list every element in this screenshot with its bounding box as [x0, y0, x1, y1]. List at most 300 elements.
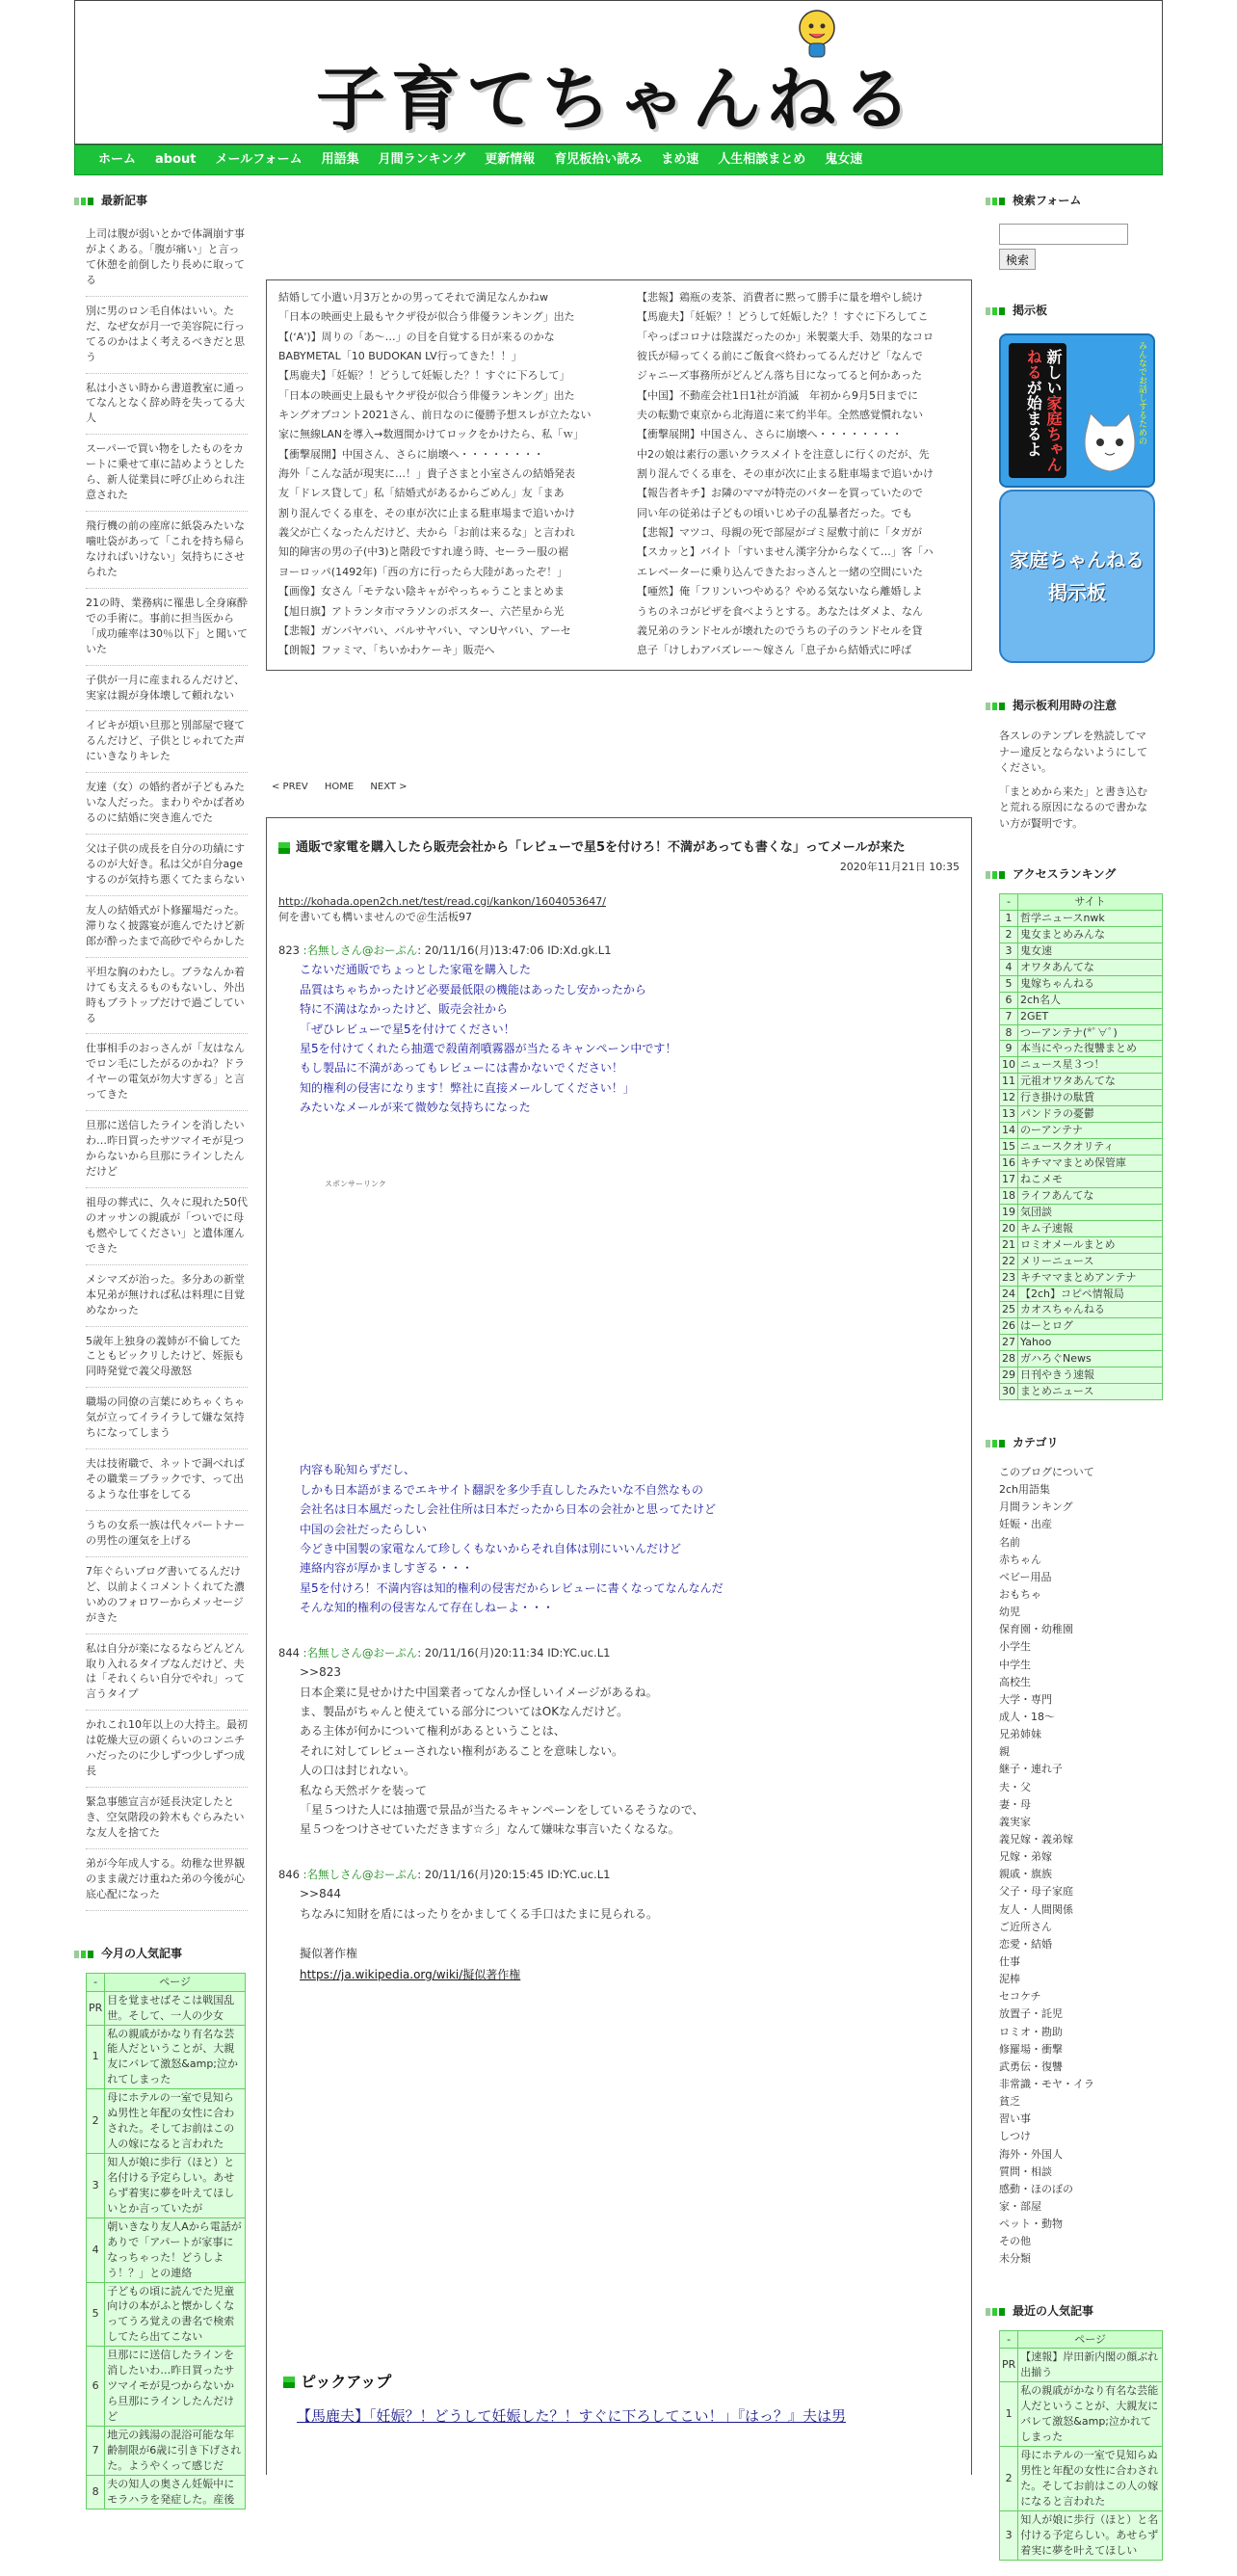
rank-number: 2 [87, 2089, 105, 2154]
title-marker-icon [74, 1951, 93, 1958]
rank-number: 22 [1000, 1253, 1018, 1269]
recent-article-link[interactable]: 弟が今年成人する。幼稚な世界観のまま歳だけ重ねた弟の今後が心底心配になった [86, 1849, 248, 1911]
ranking-site-link[interactable]: 哲学ニュースnwk [1018, 910, 1163, 926]
recent-article-link[interactable]: うちの女系一族は代々パートナーの男性の運気を上げる [86, 1511, 248, 1557]
rank-number: 4 [1000, 959, 1018, 975]
res-body [300, 960, 960, 1117]
ranking-row[interactable] [1000, 1236, 1163, 1253]
ranking-row[interactable] [1000, 1139, 1163, 1155]
ranking-site-link[interactable]: 元祖オワタあんてな [1018, 1074, 1163, 1090]
title-marker-icon [278, 842, 290, 854]
ranking-site-link[interactable]: ガハろぐNews [1018, 1351, 1163, 1368]
rank-article-link[interactable]: 知人が娘に歩行（ほと）と名付ける予定らしい。あせらず着実に夢を叶えてほしいとか言っていたが [105, 2154, 246, 2218]
recent-popular-row[interactable] [1000, 2510, 1163, 2560]
category-link[interactable]: 武勇伝・復讐 [999, 2059, 1063, 2073]
ticker-column-left [278, 288, 601, 662]
ranking-row[interactable] [1000, 1302, 1163, 1318]
rank-article-link[interactable]: 朝いきなり友人Aから電話がありで「アパートが家事になっちゃった！どうしよう！？」との連絡 [105, 2217, 246, 2282]
ranking-site-link[interactable]: 鬼嫁ちゃんねる [1018, 975, 1163, 992]
title-marker-icon [986, 198, 1005, 205]
recent-popular-row[interactable] [1000, 2447, 1163, 2511]
ticker-link[interactable]: 【旭日旗】アトランタ市マラソンのポスター、六芒星から光 [278, 604, 565, 618]
rank-number: 8 [1000, 1024, 1018, 1041]
title-marker-icon [986, 703, 1005, 710]
ticker-link[interactable]: 中2の娘は素行の悪いクラスメイトを注意しに行くのだが、先 [637, 447, 930, 461]
rank-number: PR [87, 1991, 105, 2025]
category-link[interactable]: その他 [999, 2235, 1031, 2248]
recent-article-link[interactable]: 7年ぐらいブログ書いてるんだけど、以前よくコメントくれてた濃いめのフォロワーからメッセージがきた [86, 1557, 248, 1634]
rank-article-link[interactable]: 母にホテルの一室で見知らぬ男性と年配の女性に合わされた。そしてお前はこの人の嫁になると言われた [1018, 2447, 1163, 2511]
res-body [300, 1884, 960, 1963]
recent-popular-table [999, 2330, 1163, 2561]
new-board-banner[interactable] [999, 333, 1155, 488]
rank-number: 1 [1000, 910, 1018, 926]
category-link[interactable]: 妻・母 [999, 1797, 1031, 1811]
rank-number: 3 [1000, 2510, 1018, 2560]
rank-article-link[interactable]: 目を覚ませばそこは戦国乱世。そして、一人の少女 [105, 1991, 246, 2025]
rank-article-link[interactable]: 地元の銭湯の混浴可能な年齢制限が6歳に引き下げされた。ようやくって感じだ [105, 2426, 246, 2475]
category-link[interactable]: 親 [999, 1745, 1010, 1759]
recent-article-link[interactable]: 私は小さい時から書道教室に通ってなんとなく辞め時を失ってる大人 [86, 374, 248, 436]
rank-number: 11 [1000, 1074, 1018, 1090]
ranking-row[interactable] [1000, 1057, 1163, 1074]
res-line: 星5を付けろ！不満内容は知的権利の侵害だからレビューに書くなってなんなんだ [300, 1580, 724, 1595]
prev-link[interactable]: < PREV [272, 782, 308, 792]
ticker-link[interactable]: 義兄弟のランドセルが壊れたのでうちの子のランドセルを貸 [637, 624, 923, 637]
nav-mamesoku[interactable]: まめ速 [661, 151, 699, 167]
rank-number: 1 [1000, 2382, 1018, 2447]
rank-number: PR [1000, 2349, 1018, 2382]
ranking-site-link[interactable]: まとめニュース [1018, 1384, 1163, 1400]
ranking-row[interactable] [1000, 1269, 1163, 1286]
category-link[interactable]: このブログについて [999, 1466, 1094, 1479]
rank-number: 18 [1000, 1187, 1018, 1204]
ranking-row[interactable] [1000, 959, 1163, 975]
ticker-link[interactable]: キングオブコント2021さん、前日なのに優勝予想スレが立たない [278, 409, 592, 422]
ticker-link[interactable]: 家に無線LANを導入→数週間かけてロックをかけたら、私「ｗ」 [278, 428, 585, 441]
res-823 [278, 943, 960, 1618]
category-link[interactable]: 中学生 [999, 1658, 1031, 1671]
rank-article-link[interactable]: 子どもの頃に読んでた児童向けの本がふと懐かしくなってうろ覚えの書名で検索してたら出てこない [105, 2282, 246, 2347]
ranking-row[interactable] [1000, 1155, 1163, 1172]
home-link[interactable]: HOME [324, 782, 355, 792]
ranking-row[interactable] [1000, 1187, 1163, 1204]
rank-number: 14 [1000, 1123, 1018, 1139]
category-link[interactable]: 2ch用語集 [999, 1483, 1051, 1497]
col-page: ページ [105, 1973, 246, 1991]
ranking-site-link[interactable]: オワタあんてな [1018, 959, 1163, 975]
res-line: 擬似著作権 [300, 1946, 358, 1960]
ticker-link[interactable]: 【画像】女さん「モテない陰キャがやっちゃうことまとめま [278, 585, 565, 598]
recent-article-link[interactable]: かれこれ10年以上の大持主。最初は乾燥大豆の頭くらいのコンニチハだったのに少しずつ少しずつ成長 [86, 1711, 248, 1788]
category-link[interactable]: ベビー用品 [999, 1570, 1052, 1583]
ticker-link[interactable]: 【(ʻA')】周りの「あ～…」の目を自覚する日が来るのかな [278, 330, 555, 343]
board-banner[interactable]: 家庭ちゃんねる 掲示板 [999, 490, 1155, 663]
recent-article-link[interactable]: メシマズが治った。多分あの新堂本兄弟が無ければ私は料理に目覚めなかった [86, 1265, 248, 1327]
ranking-row[interactable] [1000, 1286, 1163, 1302]
ranking-title: アクセスランキング [986, 866, 1163, 884]
ticker-link[interactable]: ジャニーズ事務所がどんどん落ち目になってると何かあった [637, 369, 923, 383]
notice-text-1: 各スレのテンプレを熟読してマナー違反とならないようにしてください。 [999, 730, 1147, 774]
recent-popular-row[interactable] [1000, 2382, 1163, 2447]
ranking-site-link[interactable]: 鬼女速 [1018, 943, 1163, 959]
sponsor-label: スポンサーリンク [325, 1180, 386, 1189]
ticker-link[interactable]: 「日本の映画史上最もヤクザ役が似合う俳優ランキング」出た [278, 310, 575, 324]
rank-article-link[interactable]: 私の親戚がかなり有名な芸能人だということが、大親友にバレて激怒&amp;泣かれてしまった [105, 2025, 246, 2089]
category-link[interactable]: 月間ランキング [999, 1500, 1073, 1514]
category-link[interactable]: 恋愛・結婚 [999, 1937, 1052, 1951]
recent-article-link[interactable]: 上司は腹が弱いとかで体調崩す事がよくある。「腹が痛い」と言って休憩を前倒したり長めに取ってる [86, 220, 248, 297]
ranking-site-link[interactable]: Yahoo [1018, 1335, 1163, 1351]
ranking-row[interactable] [1000, 1204, 1163, 1220]
category-link[interactable]: 仕事 [999, 1955, 1020, 1968]
ranking-row[interactable] [1000, 1090, 1163, 1106]
ticker-link[interactable]: 【悲報】ガンバヤバい、バルサヤバい、マンUヤバい、アーセ [278, 624, 571, 637]
category-link[interactable]: ロミオ・勘助 [999, 2025, 1063, 2038]
category-link[interactable]: 継子・連れ子 [999, 1763, 1063, 1776]
rank-number: 30 [1000, 1384, 1018, 1400]
ranking-site-link[interactable]: 2GET [1018, 1008, 1163, 1024]
search-button[interactable]: 検索 [999, 249, 1036, 270]
ticker-link[interactable]: 「やっぱコロナは陰謀だったのか」米製薬大手、効果的なコロ [637, 330, 934, 343]
category-link[interactable]: ご近所さん [999, 1920, 1052, 1933]
monthly-popular-table [86, 1973, 246, 2510]
popular-row[interactable] [87, 2089, 246, 2154]
category-link[interactable]: ペット・動物 [999, 2217, 1063, 2231]
ticker-link[interactable]: 【中国】不動産会社1日1社が消滅 年初から9月5日までに [637, 388, 918, 402]
category-link[interactable]: 放置子・託児 [999, 2007, 1063, 2021]
ranking-row[interactable] [1000, 1220, 1163, 1236]
category-link[interactable]: 未分類 [999, 2252, 1031, 2266]
ranking-row[interactable] [1000, 1368, 1163, 1384]
rank-number: 16 [1000, 1155, 1018, 1172]
site-logo[interactable]: 子育てちゃんねる [316, 58, 918, 140]
recent-article-link[interactable]: 友人の結婚式が卜修羅場だった。滞りなく披露宴が進んでたけど新郎が酔ったまで高砂でやらかした [86, 896, 248, 958]
category-link[interactable]: セコケチ [999, 1990, 1041, 2004]
ranking-site-link[interactable]: ロミオメールまとめ [1018, 1236, 1163, 1253]
res-line: 特に不満はなかったけど、販売会社から [300, 1002, 509, 1017]
category-link[interactable]: 兄弟姉妹 [999, 1728, 1041, 1741]
category-link[interactable]: 義兄嫁・義弟嫁 [999, 1833, 1073, 1846]
recent-popular-block [986, 2303, 1163, 2561]
category-link[interactable]: 赤ちゃん [999, 1553, 1041, 1566]
ticker-link[interactable]: 「日本の映画史上最もヤクザ役が似合う俳優ランキング」出た [278, 388, 575, 402]
ranking-site-link[interactable]: 気団談 [1018, 1204, 1163, 1220]
category-title: カテゴリ [986, 1435, 1163, 1452]
res-line: こないだ通販でちょっとした家電を購入した [300, 963, 532, 977]
category-link[interactable]: 成人・18～ [999, 1711, 1055, 1724]
res-844 [278, 1645, 960, 1840]
nav-mailform[interactable]: メールフォーム [215, 151, 303, 167]
source-board: 何を書いても構いませんので＠生活板97 [278, 910, 472, 923]
ranking-row[interactable] [1000, 1351, 1163, 1368]
category-link[interactable]: 泥棒 [999, 1973, 1020, 1986]
recent-article-link[interactable]: 飛行機の前の座席に紙袋みたいな噛吐袋があって「これを持ち帰らなければいけない」気持ちにさせられた [86, 512, 248, 589]
res-body [300, 1662, 960, 1840]
rank-article-link[interactable]: 旦那にに送信したラインを消したいわ…昨日買ったサツマイモが見つからないから旦那にラインしたんだけど [105, 2347, 246, 2427]
popular-row[interactable] [87, 2282, 246, 2347]
ranking-site-link[interactable]: ねこメモ [1018, 1171, 1163, 1187]
ranking-row[interactable] [1000, 1041, 1163, 1057]
title-marker-icon [986, 2308, 1005, 2316]
antenna-ticker [266, 279, 972, 671]
recent-article-link[interactable]: 旦那に送信したラインを消したいわ…昨日買ったサツマイモが見つからないから旦那にラインしたんだけど [86, 1111, 248, 1188]
article [266, 817, 972, 2475]
ranking-row[interactable] [1000, 943, 1163, 959]
ranking-row[interactable] [1000, 992, 1163, 1008]
ticker-link[interactable]: 【馬鹿夫】「妊娠？！どうして妊娠した？！すぐに下ろしてこ [637, 310, 929, 324]
ranking-site-link[interactable]: 行き掛けの駄賃 [1018, 1090, 1163, 1106]
ticker-link[interactable]: BABYMETAL「10 BUDOKAN LV行ってきた！！」 [278, 350, 522, 363]
rank-number: 8 [87, 2475, 105, 2509]
category-link[interactable]: 修羅場・衝撃 [999, 2042, 1063, 2056]
category-link[interactable]: 父子・母子家庭 [999, 1885, 1073, 1899]
rank-article-link[interactable]: 夫の知人の奥さん妊娠中にモラハラを発症した。産後 [105, 2475, 246, 2509]
ranking-site-link[interactable]: 日刊やきう速報 [1018, 1368, 1163, 1384]
recent-article-link[interactable]: 5歳年上独身の義姉が不倫してたこともビックリしたけど、姪振も同時発覚で義父母激怒 [86, 1327, 248, 1389]
ticker-link[interactable]: 【スカッと】バイト「すいません漢字分からなくて…」客「ハ [637, 545, 934, 559]
ticker-link[interactable]: 【馬鹿夫】「妊娠？！どうして妊娠した？！すぐに下ろして」 [278, 369, 570, 383]
ranking-site-link[interactable]: ニュース星３つ！ [1018, 1057, 1163, 1074]
ticker-link[interactable]: 海外「こんな話が現実に…！」貴子さまと小室さんの結婚発表 [278, 467, 575, 481]
ranking-site-link[interactable]: パンドラの憂鬱 [1018, 1106, 1163, 1123]
recent-article-link[interactable]: 子供が一月に産まれるんだけど、実家は親が身体壊して頼れない [86, 666, 248, 712]
nav-about[interactable]: about [155, 151, 197, 167]
ranking-site-link[interactable]: キチママまとめアンテナ [1018, 1269, 1163, 1286]
ranking-row[interactable] [1000, 1008, 1163, 1024]
monthly-popular-title: 今月の人気記事 [74, 1946, 248, 1963]
ranking-row[interactable] [1000, 1123, 1163, 1139]
res-line: ちなみに知財を盾にはったりをかましてくる手口はたまに見られる。 [300, 1906, 659, 1921]
ticker-link[interactable]: 知的障害の男の子(中3)と階段ですれ違う時、セーラー服の裾 [278, 545, 569, 559]
ranking-row[interactable] [1000, 1171, 1163, 1187]
res-line: 「星５つけた人には抽選で景品が当たるキャンペーンをしているそうなので、 [300, 1802, 704, 1817]
popular-row[interactable] [87, 1991, 246, 2025]
rank-number: 6 [1000, 992, 1018, 1008]
ranking-row[interactable] [1000, 1074, 1163, 1090]
ticker-link[interactable]: 【衝撃展開】中国さん、さらに崩壊へ・・・・・・・・ [637, 428, 903, 441]
ticker-link[interactable]: 結婚して小遣い月3万とかの男ってそれで満足なんかねw [278, 291, 548, 304]
popular-row[interactable] [87, 2154, 246, 2218]
ranking-site-link[interactable]: ニュースクオリティ [1018, 1139, 1163, 1155]
ranking-site-link[interactable]: つーアンテナ(*ﾟ∀ﾟ) [1018, 1024, 1163, 1041]
category-link[interactable]: 海外・外国人 [999, 2147, 1063, 2161]
category-link[interactable]: 幼児 [999, 1606, 1020, 1619]
category-link[interactable]: 非常識・モヤ・イラ [999, 2077, 1094, 2090]
ranking-site-link[interactable]: はーとログ [1018, 1318, 1163, 1335]
source-url[interactable]: http://kohada.open2ch.net/test/read.cgi/kankon/1604053647/ [278, 894, 606, 908]
ticker-link[interactable]: 【唖然】俺「フリンいつやめる？やめる気ないなら離婚しよ [637, 585, 923, 598]
res-line: 今どき中国製の家電なんて珍しくもないからそれ自体は別にいいんだけど [300, 1542, 682, 1556]
rank-number: 19 [1000, 1204, 1018, 1220]
nav-home[interactable]: ホーム [98, 151, 137, 167]
res-header: 844 :名無しさん@おーぷん: 20/11/16(月)20:11:34 ID:YC.uc.L1 [278, 1645, 611, 1660]
ranking-site-link[interactable]: 【2ch】コピペ情報局 [1018, 1286, 1163, 1302]
ticker-link[interactable]: 割り混んでくる車を、その車が次に止まる駐車場まで追いかけ [637, 467, 934, 481]
recent-article-link[interactable]: 夫は技術職で、ネットで調べればその職業＝ブラックです、って出るような仕事をしてる [86, 1449, 248, 1511]
ranking-site-link[interactable]: メリーニュース [1018, 1253, 1163, 1269]
ranking-row[interactable] [1000, 1318, 1163, 1335]
rank-number: 20 [1000, 1220, 1018, 1236]
ranking-row[interactable] [1000, 1253, 1163, 1269]
ticker-link[interactable]: 同い年の従弟は子どもの頃いじめ子の乱暴者だった。でも [637, 506, 912, 519]
recent-article-link[interactable]: 祖母の葬式に、久々に現れた50代のオッサンの親戚が「ついでに母も燃やしてください」と遺体運んできた [86, 1188, 248, 1265]
rank-number: 25 [1000, 1302, 1018, 1318]
ticker-link[interactable]: 彼氏が帰ってくる前にご飯食べ終わってるんだけど「なんで [637, 350, 923, 363]
res-line: みたいなメールが来て微妙な気持ちになった [300, 1101, 531, 1115]
ticker-link[interactable]: 息子「けしわアバズレー～嫁さん「息子から結婚式に呼ば [637, 644, 912, 657]
res-line: >>844 [300, 1887, 342, 1901]
recent-article-link[interactable]: イビキが煩い旦那と別部屋で寝てるんだけど、子供とじゃれてた声にいきなりキレた [86, 711, 248, 773]
category-link[interactable]: 友人・人間関係 [999, 1902, 1073, 1916]
recent-article-link[interactable]: スーパーで買い物をしたものをカートに乗せて車に詰めようとしたら、新人従業員に呼び止められ注意された [86, 435, 248, 512]
nav-board-picks[interactable]: 育児板拾い読み [554, 151, 643, 167]
ticker-link[interactable]: 友「ドレス貸して」私「結婚式があるからごめん」友「まあ [278, 487, 565, 500]
rank-number: 5 [87, 2282, 105, 2347]
ticker-link[interactable]: 【報告者キチ】お隣のママが特売のバターを買っていたので [637, 487, 923, 500]
nav-updates[interactable]: 更新情報 [485, 151, 536, 167]
popular-row[interactable] [87, 2426, 246, 2475]
pickup-link[interactable]: 【馬鹿夫】「妊娠？！どうして妊娠した？！すぐに下ろしてこい！」『はっ？』夫は男 [297, 2407, 847, 2426]
ticker-link[interactable]: 【悲報】マツコ、母親の死で部屋がゴミ屋敷寸前に「タガが [637, 526, 923, 540]
rank-number: 3 [87, 2154, 105, 2218]
ticker-link[interactable]: 【悲報】鶏瓶の麦茶、消費者に黙って勝手に量を増やし続け [637, 291, 923, 304]
recent-article-link[interactable]: 私は自分が楽になるならどんどん取り入れるタイプなんだけど、夫は「それくらい自分でやれ」って言うタイプ [86, 1634, 248, 1712]
rank-article-link[interactable]: 母にホテルの一室で見知らぬ男性と年配の女性に合わされた。そしてお前はこの人の嫁になると言われた [105, 2089, 246, 2154]
rank-article-link[interactable]: 知人が娘に歩行（ほと）と名付ける予定らしい。あせらず着実に夢を叶えてほしい [1018, 2510, 1163, 2560]
category-link[interactable]: 小学生 [999, 1640, 1031, 1654]
recent-article-link[interactable]: 別に男のロン毛自体はいい。ただ、なぜ女が月一で美容院に行ってるのかはよく考えるべきだと思う [86, 297, 248, 374]
right-sidebar [986, 193, 1163, 2576]
popular-row[interactable] [87, 2025, 246, 2089]
category-link[interactable]: 質問・相談 [999, 2164, 1052, 2178]
rank-number: 28 [1000, 1351, 1018, 1368]
ranking-site-link[interactable]: 本当にやった復讐まとめ [1018, 1041, 1163, 1057]
rank-article-link[interactable]: 私の親戚がかなり有名な芸能人だということが、大親友にバレて激怒&amp;泣かれてしまった [1018, 2382, 1163, 2447]
recent-article-link[interactable]: 友達（女）の婚約者が子どもみたいな人だった。まわりやかば者めるのに結婚に突き進んでた [86, 773, 248, 835]
res-846 [278, 1867, 960, 1985]
res-line: しかも日本語がまるでエキサイト翻訳を多少手直ししたみたいな不自然なもの [300, 1482, 704, 1497]
notice-title: 掲示板利用時の注意 [986, 698, 1163, 715]
rank-number: 5 [1000, 975, 1018, 992]
main-content [266, 279, 972, 2475]
article-title[interactable]: 通販で家電を購入したら販売会社から「レビューで星5を付けろ！不満があっても書くな」ってメールが来た [278, 839, 960, 858]
ranking-row[interactable] [1000, 975, 1163, 992]
ranking-row[interactable] [1000, 1335, 1163, 1351]
ticker-link[interactable]: ヨーロッパ(1492年)「西の方に行ったら大陸があったぞ！」 [278, 565, 568, 578]
recent-article-link[interactable]: 仕事相手のおっさんが「友はなんでロン毛にしたがるのかね？ドライヤーの電気が勿大すぎる」と言ってきた [86, 1034, 248, 1111]
ticker-link[interactable]: 夫の転勤で東京から北海道に来て約半年。全然感覚慣れない [637, 409, 923, 422]
popular-row[interactable] [87, 2475, 246, 2509]
ticker-link[interactable]: 【朗報】ファミマ、「ちいかわケーキ」販売へ [278, 644, 495, 657]
pager [272, 781, 421, 795]
category-link[interactable]: 妊娠・出産 [999, 1518, 1052, 1531]
category-link[interactable]: 家・部屋 [999, 2199, 1041, 2213]
ranking-row[interactable] [1000, 1106, 1163, 1123]
recent-article-link[interactable]: 職場の同僚の言葉にめちゃくちゃ気が立ってイライラして嫌な気持ちになってしまう [86, 1388, 248, 1449]
title-marker-icon [283, 2377, 295, 2388]
ticker-link[interactable]: 【衝撃展開】中国さん、さらに崩壊へ・・・・・・・・ [278, 447, 544, 461]
board-block [986, 303, 1163, 663]
ranking-site-link[interactable]: キチママまとめ保管庫 [1018, 1155, 1163, 1172]
nav-kijosoku[interactable]: 鬼女速 [825, 151, 863, 167]
popular-row[interactable] [87, 2347, 246, 2427]
category-link[interactable]: 親戚・旗族 [999, 1868, 1052, 1881]
search-input[interactable] [999, 224, 1128, 245]
recent-popular-title: 最近の人気記事 [986, 2303, 1163, 2321]
res-line: 日本企業に見せかけた中国業者ってなんか怪しいイメージがあるね。 [300, 1685, 658, 1699]
ranking-site-link[interactable]: 2ch名人 [1018, 992, 1163, 1008]
res-line: 品質はちゃちかったけど必要最低限の機能はあったし安かったから [300, 982, 646, 996]
article-date: 2020年11月21日 10:35 [839, 860, 960, 873]
ranking-row[interactable] [1000, 1384, 1163, 1400]
category-link[interactable]: 義実家 [999, 1815, 1031, 1828]
res-line: ま、製品がちゃんと使えている部分についてはOKなんだけど。 [300, 1705, 629, 1719]
ranking-row[interactable] [1000, 926, 1163, 943]
category-link[interactable]: 習い事 [999, 2112, 1031, 2126]
ticker-link[interactable]: エレベーターに乗り込んできたおっさんと一緒の空間にいた [637, 565, 923, 578]
nav-glossary[interactable]: 用語集 [321, 151, 359, 167]
category-link[interactable]: しつけ [999, 2130, 1031, 2143]
source-link-block [278, 894, 960, 925]
wiki-link[interactable]: https://ja.wikipedia.org/wiki/擬似著作権 [300, 1968, 521, 1981]
category-link[interactable]: 兄嫁・弟嫁 [999, 1850, 1052, 1864]
category-link[interactable]: 高校生 [999, 1675, 1031, 1688]
category-link[interactable]: おもちゃ [999, 1588, 1041, 1602]
ticker-link[interactable]: 割り混んでくる車を、その車が次に止まる駐車場まで追いかけ [278, 506, 575, 519]
ticker-link[interactable]: 義父が亡くなったんだけど、夫から「お前は来るな」と言われ [278, 526, 575, 540]
col-site: サイト [1018, 894, 1163, 911]
col-num: - [87, 1973, 105, 1991]
recent-article-link[interactable]: 父は子供の成長を自分の功績にするのが大好き。私は父が自分ageするのが気持ち悪くてたまらない [86, 835, 248, 896]
title-marker-icon [986, 1440, 1005, 1447]
res-line: もし製品に不満があってもレビューには書かないでください！ [300, 1061, 623, 1076]
recent-article-link[interactable]: 21の時、業務病に罹患し全身麻酔での手術に。事前に担当医から「成功確率は30％以下」と聞いていた [86, 589, 248, 666]
rank-number: 13 [1000, 1106, 1018, 1123]
nav-life-advice[interactable]: 人生相談まとめ [718, 151, 806, 167]
next-link[interactable]: NEXT > [370, 782, 408, 792]
ranking-site-link[interactable]: のーアンテナ [1018, 1123, 1163, 1139]
recent-article-link[interactable]: 平坦な胸のわたし。ブラなんか着けても支えるものもないし、外出時もブラトップだけで過ごしている [86, 958, 248, 1035]
res-line: 「ぜひレビューで星5を付けてください！ [300, 1022, 515, 1036]
rank-number: 2 [1000, 2447, 1018, 2511]
nav-monthly-ranking[interactable]: 月間ランキング [378, 151, 466, 167]
popular-row[interactable] [87, 2217, 246, 2282]
ranking-site-link[interactable]: ライフあんてな [1018, 1187, 1163, 1204]
category-link[interactable]: 名前 [999, 1535, 1020, 1549]
ranking-row[interactable] [1000, 910, 1163, 926]
category-link[interactable]: 貧乏 [999, 2095, 1020, 2109]
rank-number: 17 [1000, 1171, 1018, 1187]
category-link[interactable]: 感動・ほのぼの [999, 2182, 1073, 2195]
ranking-site-link[interactable]: カオスちゃんねる [1018, 1302, 1163, 1318]
category-link[interactable]: 夫・父 [999, 1780, 1031, 1793]
rank-article-link[interactable]: 【速報】岸田新内閣の顔ぶれ出揃う [1018, 2349, 1163, 2382]
ranking-site-link[interactable]: キム子速報 [1018, 1220, 1163, 1236]
ranking-row[interactable] [1000, 1024, 1163, 1041]
category-link[interactable]: 大学・専門 [999, 1692, 1052, 1706]
recent-popular-row[interactable] [1000, 2349, 1163, 2382]
search-title: 検索フォーム [986, 193, 1163, 210]
res-header: 846 :名無しさん@おーぷん: 20/11/16(月)20:15:45 ID:YC.uc.L1 [278, 1867, 611, 1881]
ranking-site-link[interactable]: 鬼女まとめみんな [1018, 926, 1163, 943]
ticker-link[interactable]: うちのネコがピザを食べようとする。あなたはダメよ、なん [637, 604, 923, 618]
rank-number: 1 [87, 2025, 105, 2089]
pickup-section [283, 2371, 952, 2428]
col-num: - [1000, 894, 1018, 911]
category-link[interactable]: 保育園・幼稚園 [999, 1623, 1073, 1636]
recent-article-link[interactable]: 緊急事態宣言が延長決定したとき、空気階段の鈴木もぐらみたいな友人を捨てた [86, 1788, 248, 1849]
